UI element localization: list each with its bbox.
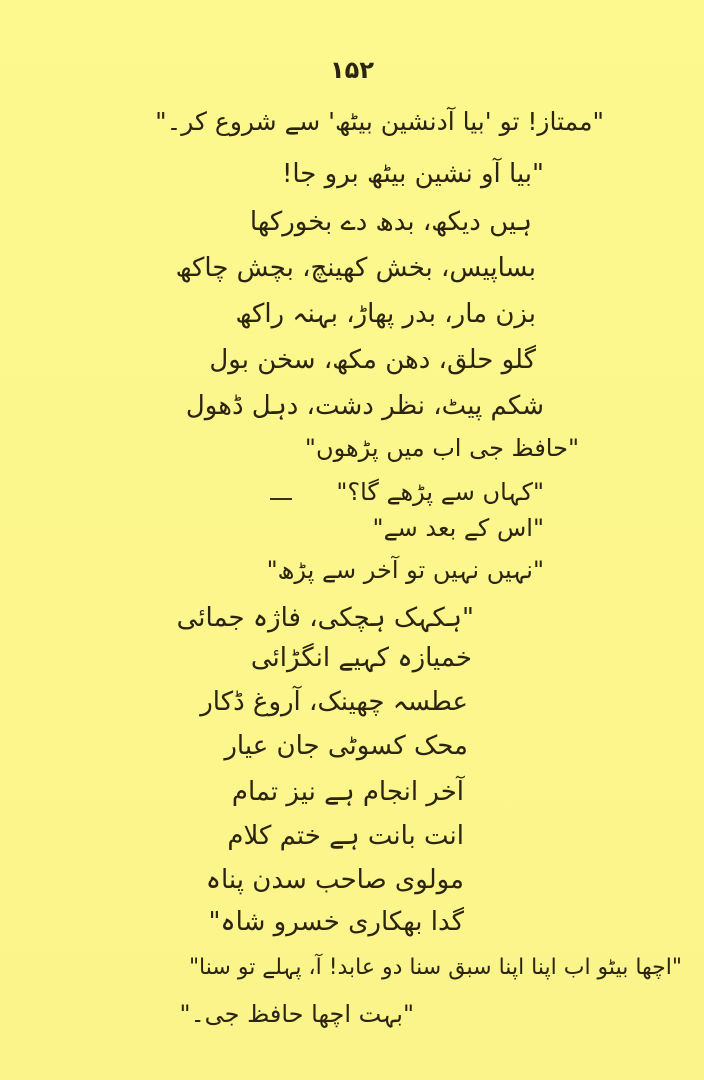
text-line: "ممتاز! تو 'بیا آدنشین بیٹھ' سے شروع کر۔"	[155, 107, 604, 136]
text-line: "اس کے بعد سے"	[372, 514, 544, 542]
text-line: "کہاں سے پڑھے گا؟"	[336, 478, 544, 506]
text-line: بساپیس، بخش کھینچ، بچش چاکھ	[175, 253, 536, 283]
text-line: "بہت اچھا حافظ جی۔"	[179, 1000, 414, 1028]
text-line: گدا بھکاری خسرو شاہ"	[208, 907, 464, 937]
text-line: بزن مار، بدر پھاڑ، بہنہ راکھ	[235, 299, 536, 329]
text-line: شکم پیٹ، نظر دشت، دہل ڈھول	[185, 391, 544, 421]
text-line: "حافظ جی اب میں پڑھوں"	[304, 434, 579, 462]
page-number: ۱۵۲	[330, 56, 374, 84]
text-line: "اچھا بیٹو اب اپنا اپنا سبق سنا دو عابد! آ، پہلے تو سنا"	[188, 955, 682, 980]
text-line: محک کسوٹی جان عیار	[224, 731, 468, 761]
text-line: "بیا آو نشین بیٹھ برو جا!	[281, 159, 544, 189]
text-line: عطسہ چھینک، آروغ ڈکار	[200, 687, 468, 717]
text-line: گلو حلق، دھن مکھ، سخن بول	[209, 345, 536, 375]
text-line: ہیں دیکھ، بدھ دے بخورکھا	[249, 207, 532, 237]
text-line: "ہکہک ہچکی، فاژہ جمائی	[176, 603, 474, 633]
text-line: مولوی صاحب سدن پناہ	[205, 865, 464, 895]
text-line: خمیازہ کہیے انگڑائی	[250, 643, 472, 673]
separator-dash	[270, 498, 292, 500]
text-line: آخر انجام ہے نیز تمام	[231, 777, 464, 807]
text-line: "نہیں نہیں تو آخر سے پڑھ"	[266, 556, 544, 584]
text-line: انت بانت ہے ختم کلام	[227, 821, 464, 851]
